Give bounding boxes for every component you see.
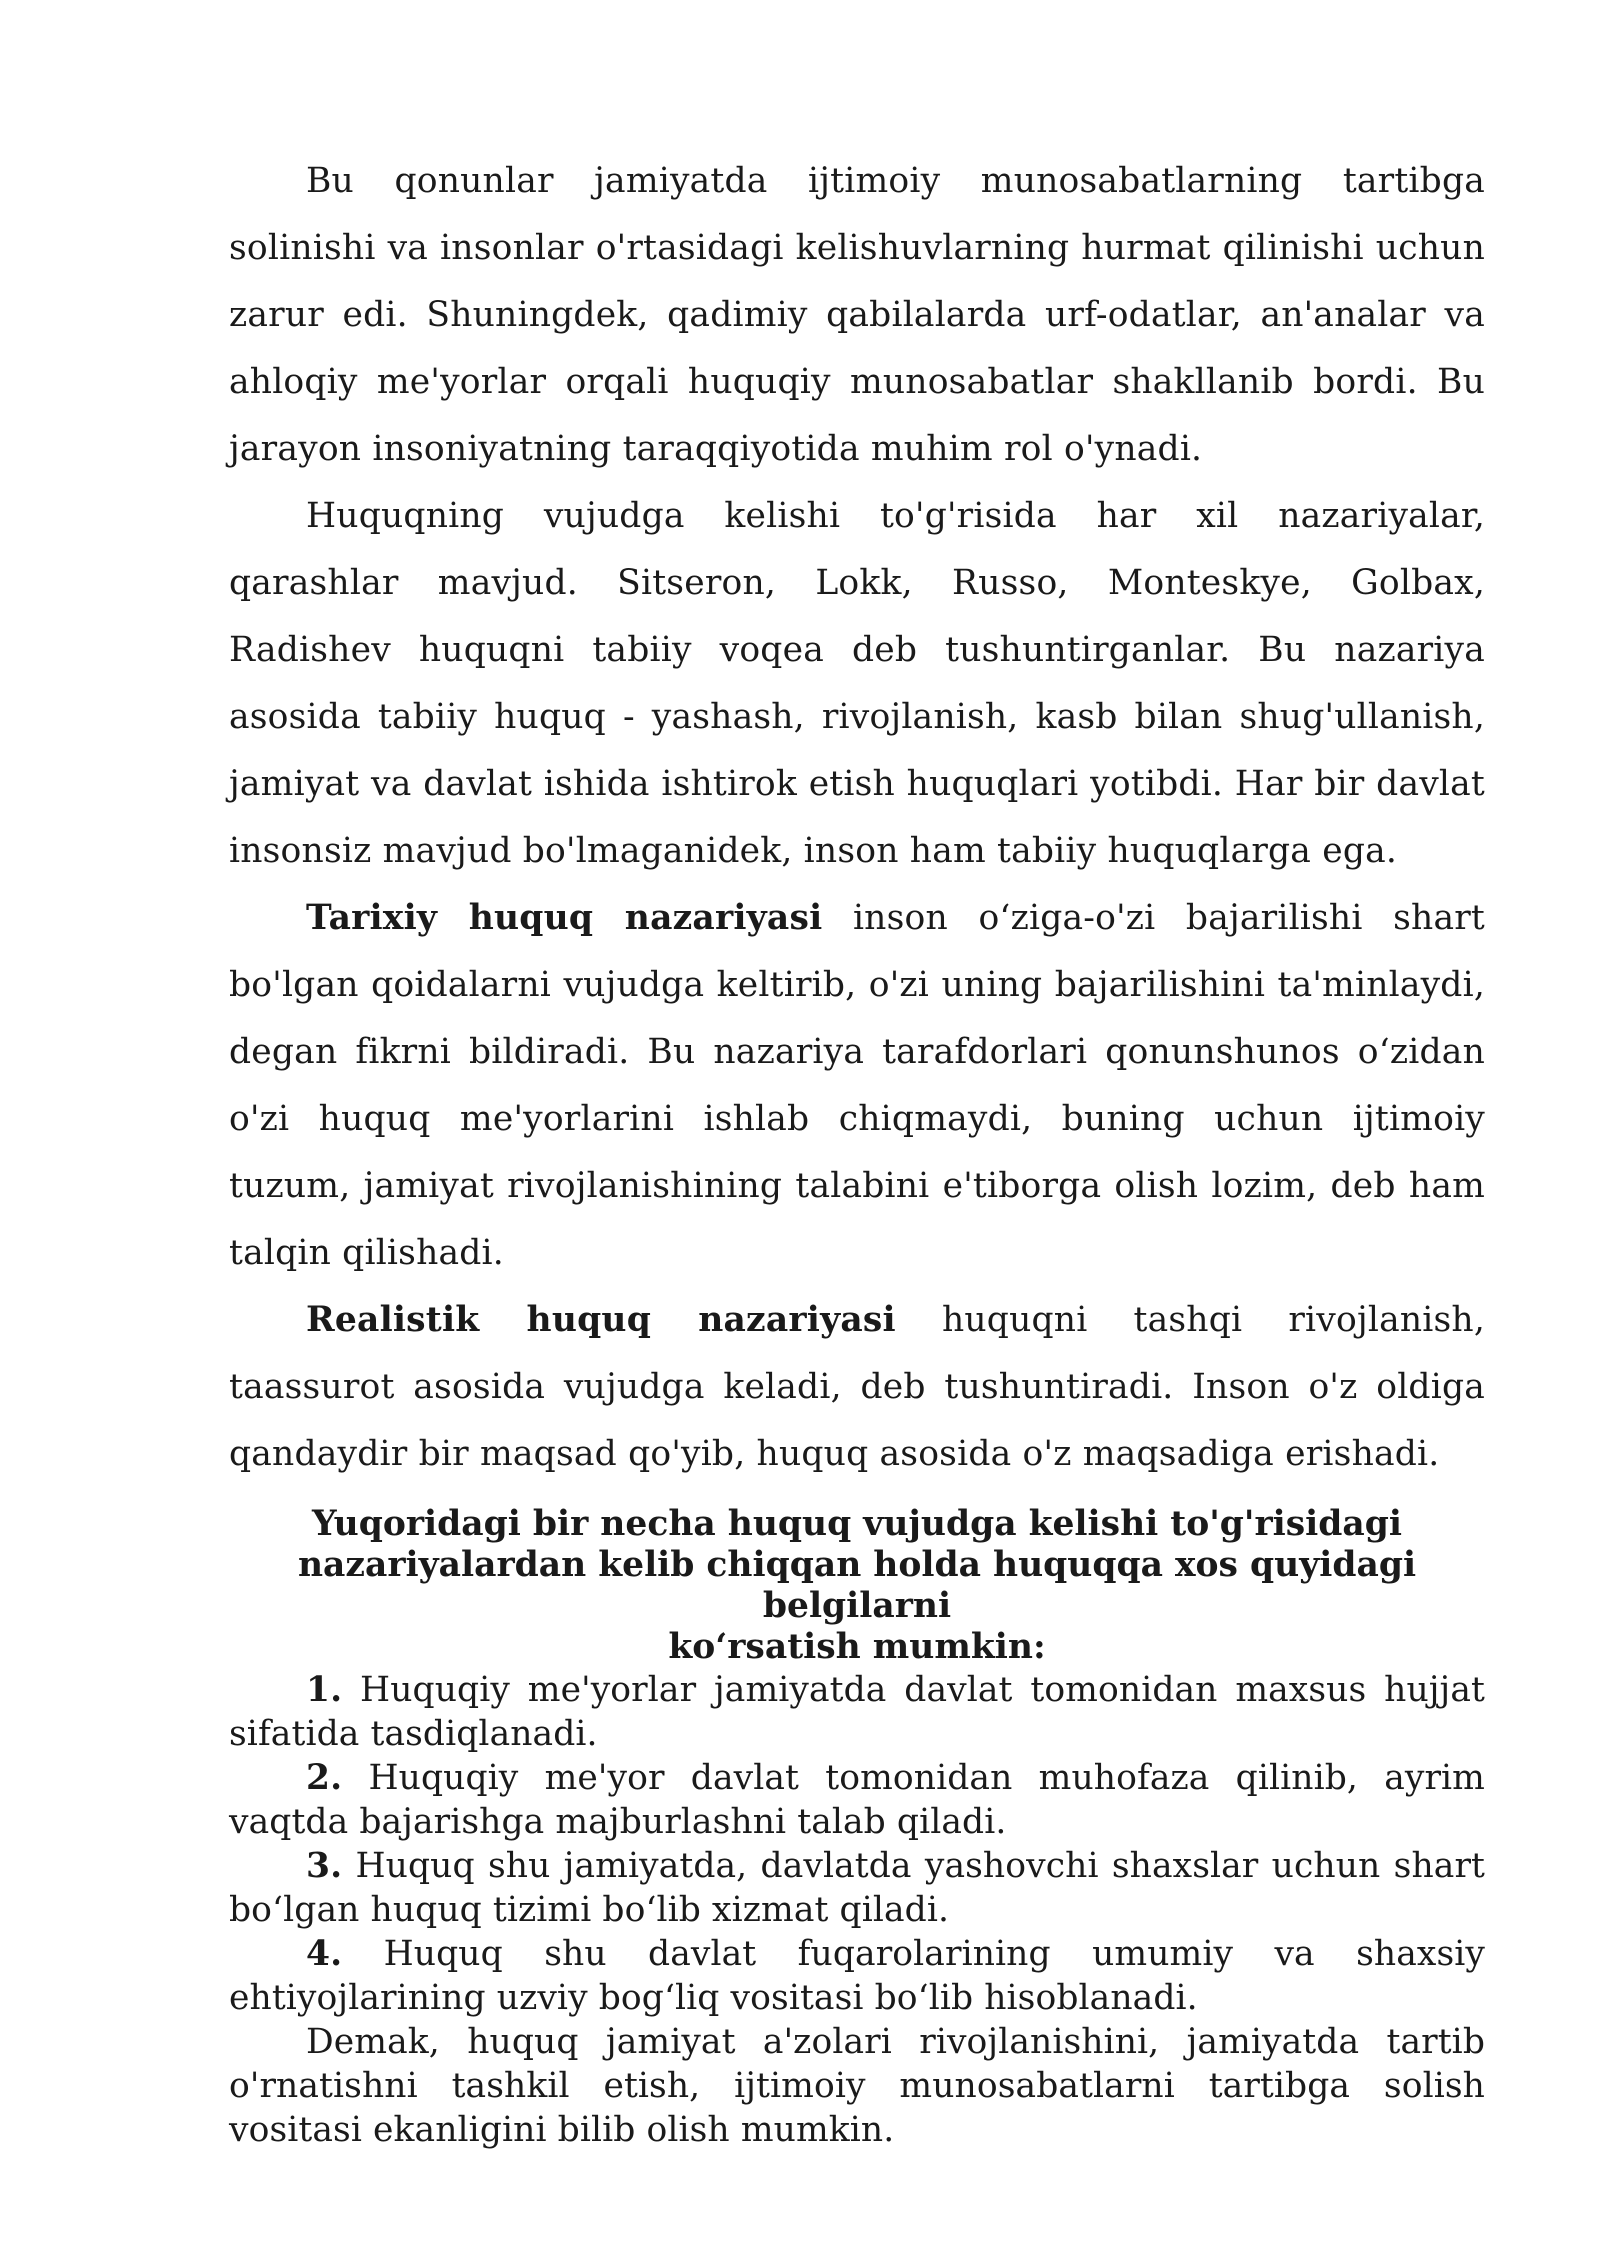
list-item	[229, 1932, 1485, 2020]
paragraph	[229, 148, 1485, 483]
conclusion-paragraph: Demak, huquq jamiyat a'zolari rivojlanishini, jamiyatda tartib o'rnatishni tashkil etish, ijtimoiy munosabatlarni tartibga solish vositasi ekanligini bilib olish mumkin.	[229, 2022, 1485, 2150]
paragraph-text: inson o‘ziga-o'zi bajarilishi shart bo'lgan qoidalarni vujudga keltirib, o'zi uning bajarilishini ta'minlaydi, degan fikrni bildiradi. Bu nazariya tarafdorlari qonunshunos o‘zidan o'zi huquq me'yorlarini ishlab chiqmaydi, buning uchun ijtimoiy tuzum, jamiyat rivojlanishining talabini e'tiborga olish lozim, deb ham talqin qilishadi.	[229, 898, 1485, 1273]
list-item	[229, 1756, 1485, 1844]
section-heading	[229, 1488, 1485, 1668]
document-page	[229, 148, 1485, 2152]
list-item-text: Huquq shu davlat fuqarolarining umumiy va shaxsiy ehtiyojlarining uzviy bog‘liq vositasi bo‘lib hisoblanadi.	[229, 1934, 1485, 2018]
list-item	[229, 1668, 1485, 1756]
paragraph	[229, 1287, 1485, 1488]
list-item	[229, 1844, 1485, 1932]
list-item-number: 3.	[306, 1846, 343, 1886]
section-heading-line: Yuqoridagi bir necha huquq vujudga kelishi to'g'risidagi	[312, 1504, 1402, 1544]
paragraph-text: Bu qonunlar jamiyatda ijtimoiy munosabatlarning tartibga solinishi va insonlar o'rtasidagi kelishuvlarning hurmat qilinishi uchun zarur edi. Shuningdek, qadimiy qabilalarda urf-odatlar, an'analar va ahloqiy me'yorlar orqali huquqiy munosabatlar shakllanib bordi. Bu jarayon insoniyatning taraqqiyotida muhim rol o'ynadi.	[229, 161, 1485, 469]
paragraph	[229, 885, 1485, 1287]
section-heading-line: nazariyalardan kelib chiqqan holda huquqqa xos quyidagi belgilarni	[297, 1545, 1417, 1626]
paragraph-bold-lead: Tarixiy huquq nazariyasi	[306, 898, 823, 938]
paragraph-text: huquqni tashqi rivojlanish, taassurot asosida vujudga keladi, deb tushuntiradi. Inson o'z oldiga qandaydir bir maqsad qo'yib, huquq asosida o'z maqsadiga erishadi.	[229, 1300, 1485, 1474]
list-item-number: 1.	[306, 1670, 343, 1710]
paragraph	[229, 483, 1485, 885]
paragraph-text: Huquqning vujudga kelishi to'g'risida har xil nazariyalar, qarashlar mavjud. Sitseron, Lokk, Russo, Monteskye, Golbax, Radishev huquqni tabiiy voqea deb tushuntirganlar. Bu nazariya asosida tabiiy huquq - yashash, rivojlanish, kasb bilan shug'ullanish, jamiyat va davlat ishida ishtirok etish huquqlari yotibdi. Har bir davlat insonsiz mavjud bo'lmaganidek, inson ham tabiiy huquqlarga ega.	[229, 496, 1485, 871]
list-item-text: Huquq shu jamiyatda, davlatda yashovchi shaxslar uchun shart bo‘lgan huquq tizimi bo‘lib xizmat qiladi.	[229, 1846, 1485, 1930]
paragraph-bold-lead: Realistik huquq nazariyasi	[306, 1300, 896, 1340]
list-item-number: 2.	[306, 1758, 343, 1798]
list-item-text: Huquqiy me'yorlar jamiyatda davlat tomonidan maxsus hujjat sifatida tasdiqlanadi.	[229, 1670, 1485, 1754]
list-item-text: Huquqiy me'yor davlat tomonidan muhofaza qilinib, ayrim vaqtda bajarishga majburlashni talab qiladi.	[229, 1758, 1485, 1842]
list-item-number: 4.	[306, 1934, 343, 1974]
section-heading-line: ko‘rsatish mumkin:	[668, 1627, 1046, 1667]
